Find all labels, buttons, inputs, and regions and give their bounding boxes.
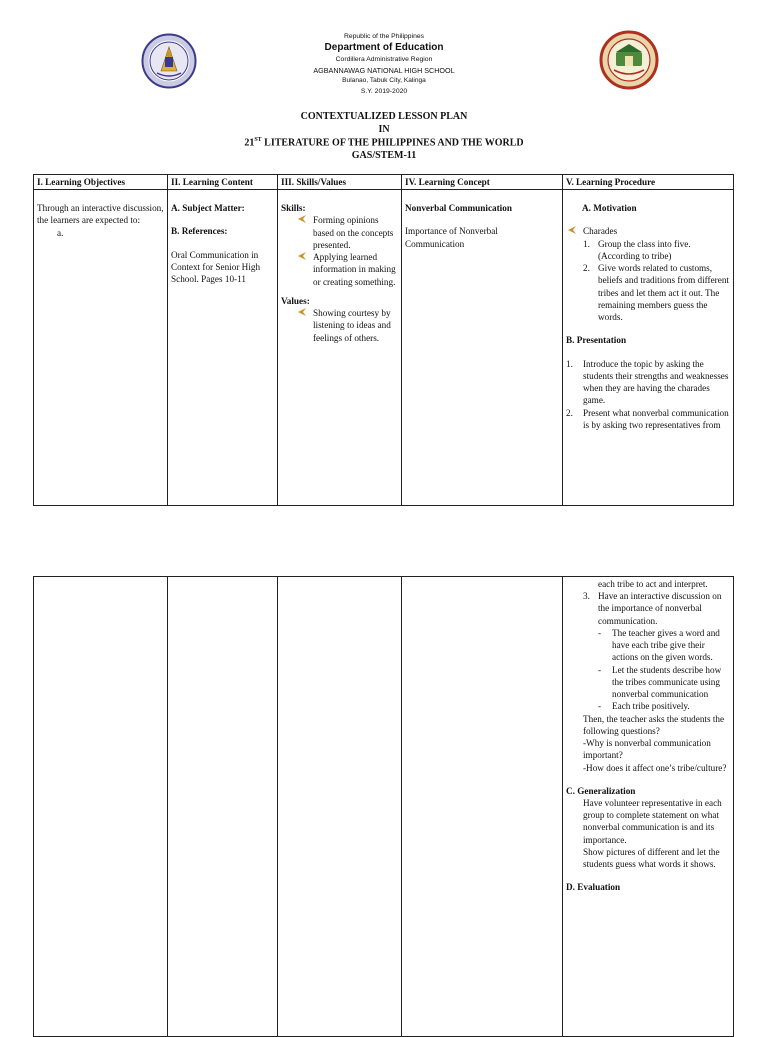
step-text: Give words related to customs, beliefs and traditions from different tribes and let them act it out. The remaining members guess the words. bbox=[598, 263, 729, 323]
step-number: 1. bbox=[566, 358, 573, 369]
skill-item-text: Applying learned information in making or creating something. bbox=[313, 252, 396, 287]
objective-item-a: a. bbox=[57, 227, 64, 238]
subitem-text: The teacher gives a word and have each tribe give their actions on the given words. bbox=[612, 627, 720, 663]
discussion-subitem bbox=[566, 700, 730, 712]
reference-text: Oral Communication in Context for Senior High School. Pages 10-11 bbox=[171, 249, 261, 285]
skill-item bbox=[281, 214, 398, 251]
dash-bullet-icon: - bbox=[598, 664, 602, 675]
after-dash-text: Then, the teacher asks the students the following questions? bbox=[583, 713, 725, 736]
col-header-objectives: I. Learning Objectives bbox=[34, 175, 168, 190]
subject-title bbox=[0, 137, 768, 148]
dash-bullet-icon: - bbox=[598, 701, 602, 712]
content-cell-cont bbox=[168, 577, 278, 1037]
col-header-content: II. Learning Content bbox=[168, 175, 278, 190]
presentation-step bbox=[566, 358, 730, 407]
title-in: IN bbox=[378, 124, 390, 135]
concept-text: Importance of Nonverbal Communication bbox=[405, 226, 498, 249]
discussion-subitem bbox=[566, 664, 730, 701]
arrow-bullet-icon bbox=[568, 226, 576, 234]
values-label: Values: bbox=[281, 295, 310, 306]
references-label: B. References: bbox=[171, 226, 228, 237]
generalization-heading: C. Generalization bbox=[566, 785, 636, 796]
col-header-concept: IV. Learning Concept bbox=[402, 175, 563, 190]
department-name: Department of Education bbox=[324, 42, 444, 53]
procedure-cell-cont bbox=[563, 577, 734, 1037]
procedure-cell bbox=[563, 190, 734, 506]
subitem-text: Each tribe positively. bbox=[612, 701, 690, 712]
motivation-step bbox=[566, 262, 730, 323]
arrow-bullet-icon bbox=[298, 308, 306, 316]
charades-text: Charades bbox=[583, 226, 618, 237]
skill-item bbox=[281, 251, 398, 288]
continued-text: each tribe to act and interpret. bbox=[598, 579, 708, 589]
generalization-text-1: Have volunteer representative in each group to complete statement on what nonverbal communication is and its importance. bbox=[583, 797, 722, 845]
question-2: -How does it affect one’s tribe/culture? bbox=[583, 762, 727, 773]
dash-bullet-icon: - bbox=[598, 627, 602, 638]
value-item-text: Showing courtesy by listening to ideas and feelings of others. bbox=[313, 308, 391, 343]
skill-item-text: Forming opinions based on the concepts presented. bbox=[313, 215, 394, 250]
generalization-text-2: Show pictures of different and let the students guess what words it shows. bbox=[583, 846, 720, 870]
subject-matter-label: A. Subject Matter: bbox=[171, 203, 245, 214]
lesson-plan-table-page2 bbox=[33, 576, 734, 1037]
step-number: 2. bbox=[583, 263, 590, 274]
region-name: Cordillera Administrative Region bbox=[335, 56, 433, 63]
subject-title-num: 21 bbox=[244, 137, 255, 149]
evaluation-heading: D. Evaluation bbox=[566, 882, 621, 893]
step-text: Group the class into five. (According to tribe) bbox=[598, 238, 691, 261]
motivation-heading: A. Motivation bbox=[582, 203, 637, 214]
step-text: Have an interactive discussion on the importance of nonverbal communication. bbox=[598, 591, 722, 626]
charades-item bbox=[566, 225, 730, 237]
grade-strand: GAS/STEM-11 bbox=[351, 150, 417, 161]
concept-cell bbox=[402, 190, 563, 506]
subject-title-sup: ST bbox=[254, 137, 262, 143]
step-number: 3. bbox=[583, 591, 590, 602]
lesson-plan-title: CONTEXTUALIZED LESSON PLAN bbox=[300, 111, 468, 122]
content-cell bbox=[168, 190, 278, 506]
concept-title: Nonverbal Communication bbox=[405, 203, 512, 214]
skills-label: Skills: bbox=[281, 203, 306, 214]
arrow-bullet-icon bbox=[298, 215, 306, 223]
school-year: S.Y. 2019-2020 bbox=[360, 88, 408, 95]
discussion-subitem bbox=[566, 627, 730, 664]
presentation-heading: B. Presentation bbox=[566, 335, 627, 346]
col-header-procedure: V. Learning Procedure bbox=[563, 175, 734, 190]
step-text: Present what nonverbal communication is by asking two representatives from bbox=[583, 407, 729, 430]
arrow-bullet-icon bbox=[298, 252, 306, 260]
step-number: 1. bbox=[583, 238, 590, 249]
question-1: -Why is nonverbal communication important? bbox=[583, 738, 711, 761]
objectives-cell-cont bbox=[34, 577, 168, 1037]
value-item bbox=[281, 307, 398, 344]
subject-title-rest: LITERATURE OF THE PHILIPPINES AND THE WORLD bbox=[261, 137, 524, 149]
presentation-step bbox=[566, 590, 730, 627]
presentation-step bbox=[566, 407, 730, 431]
concept-cell-cont bbox=[402, 577, 563, 1037]
motivation-step bbox=[566, 238, 730, 262]
skills-cell-cont bbox=[278, 577, 402, 1037]
step-number: 2. bbox=[566, 407, 573, 418]
skills-cell bbox=[278, 190, 402, 506]
subitem-text: Let the students describe how the tribes communicate using nonverbal communication bbox=[612, 664, 722, 700]
col-header-skills: III. Skills/Values bbox=[278, 175, 402, 190]
objectives-intro: Through an interactive discussion, the learners are expected to: bbox=[37, 203, 164, 226]
school-name: AGBANNAWAG NATIONAL HIGH SCHOOL bbox=[313, 66, 455, 75]
step-text: Introduce the topic by asking the students their strengths and weaknesses when they are having the charades game. bbox=[583, 358, 729, 406]
school-address: Bulanao, Tabuk City, Kalinga bbox=[342, 77, 426, 84]
objectives-cell bbox=[34, 190, 168, 506]
republic-label: Republic of the Philippines bbox=[343, 33, 425, 40]
lesson-plan-table-page1 bbox=[33, 174, 734, 506]
